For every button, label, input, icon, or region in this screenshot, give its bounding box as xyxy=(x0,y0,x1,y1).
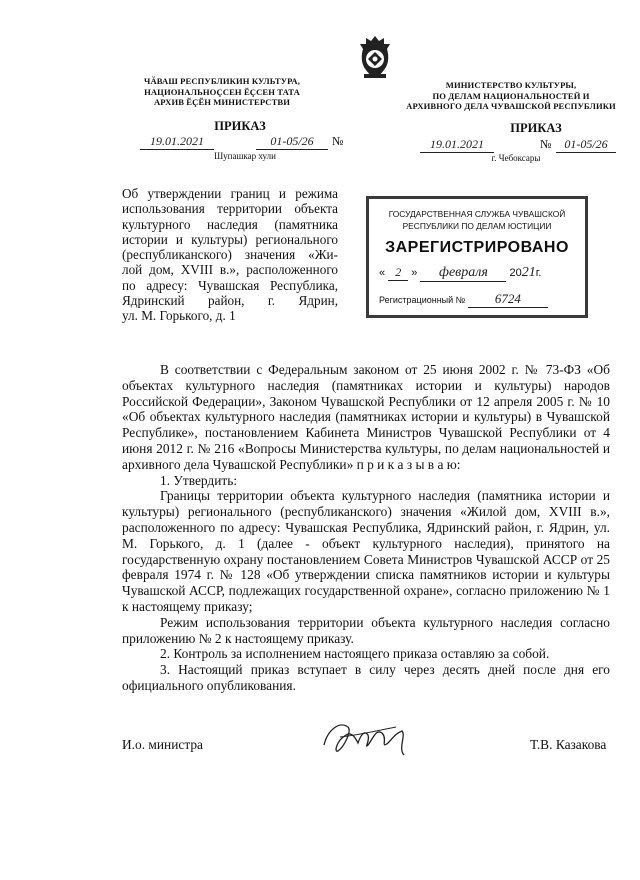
stamp-line-1: ГОСУДАРСТВЕННАЯ СЛУЖБА ЧУВАШСКОЙ xyxy=(388,209,566,219)
stamp-reg-label: Регистрационный № xyxy=(379,295,466,305)
stamp-registered: ЗАРЕГИСТРИРОВАНО xyxy=(385,239,569,256)
stamp-year-suffix: г. xyxy=(535,267,542,279)
title-line: лой дом, XVIII в.», расположенного xyxy=(122,262,338,278)
left-number-sign: № xyxy=(332,134,344,148)
body-paragraph: В соответствии с Федеральным законом от 25 июня 2002 г. № 73-ФЗ «Об объектах культурного наследия (памятниках истории и культуры) народов Российской Федерации», Законом Чувашской Республики от 12 апреля 2005 г. № 10 «Об объектах культурного наследия (памятниках истории и культуры) в Чувашской Республике», постановлением Кабинета Министров Чувашской Республики от 4 июня 2012 г. № 216 «Вопросы Министерства культуры, по делам национальностей и архивного дела Чувашской Республики» п р и к а з ы в а ю: xyxy=(122,362,610,472)
title-line: Ядринский район, г. Ядрин, xyxy=(122,293,338,309)
stamp-month: февраля xyxy=(420,265,506,282)
left-city: Шупашкар хули xyxy=(214,151,276,161)
order-title xyxy=(122,186,338,324)
title-line: по адресу: Чувашская Республика, xyxy=(122,277,338,293)
right-header-line: МИНИСТЕРСТВО КУЛЬТУРЫ, xyxy=(445,80,577,90)
registration-stamp xyxy=(366,196,588,318)
stamp-line-2: РЕСПУБЛИКИ ПО ДЕЛАМ ЮСТИЦИИ xyxy=(402,221,552,231)
stamp-year: 21 xyxy=(521,265,536,280)
right-number-sign: № xyxy=(540,137,552,151)
stamp-quote-close: » xyxy=(411,267,418,279)
right-header-line: АРХИВНОГО ДЕЛА ЧУВАШСКОЙ РЕСПУБЛИКИ xyxy=(406,101,616,111)
signatory-position: И.о. министра xyxy=(122,737,203,752)
title-line: (республиканского) значения «Жи- xyxy=(122,247,338,263)
stamp-year-prefix: 20 xyxy=(509,267,522,279)
left-header-line: АРХИВ ӖҪӖН МИНИСТЕРСТВИ xyxy=(153,97,291,107)
stamp-reg-row xyxy=(379,291,579,308)
handwritten-signature-icon xyxy=(318,715,414,759)
body-paragraph: 3. Настоящий приказ вступает в силу через десять дней после дня его официального опубликования. xyxy=(122,662,610,693)
body-paragraph: 1. Утвердить: xyxy=(160,472,238,488)
stamp-date-row xyxy=(379,265,579,282)
signatory-name: Т.В. Казакова xyxy=(530,737,607,752)
right-header-line: ПО ДЕЛАМ НАЦИОНАЛЬНОСТЕЙ И xyxy=(432,90,590,101)
title-line: Об утверждении границ и режима xyxy=(122,186,338,201)
right-number: 01-05/26 xyxy=(556,137,616,153)
left-prikaz-title: ПРИКАЗ xyxy=(214,119,266,133)
left-header-line: НАЦИОНАЛЬНОҪСЕН ӖҪСЕН ТАТА xyxy=(144,86,300,97)
right-city: г. Чебоксары xyxy=(491,153,541,163)
right-date: 19.01.2021 xyxy=(420,137,494,153)
right-prikaz-title: ПРИКАЗ xyxy=(510,121,562,135)
body-paragraph: Режим использования территории объекта культурного наследия согласно приложению № 2 к настоящему приказу. xyxy=(122,614,610,646)
left-header xyxy=(112,76,332,108)
title-line: культурного наследия (памятника xyxy=(122,216,338,232)
order-body xyxy=(122,362,610,694)
stamp-reg-number: 6724 xyxy=(468,291,548,308)
stamp-quote-open: « xyxy=(379,267,386,279)
title-line: использования территории объекта xyxy=(122,201,338,217)
chuvash-emblem-icon xyxy=(356,34,394,80)
left-header-line: ЧӐВАШ РЕСПУБЛИКИН КУЛЬТУРА, xyxy=(144,76,300,86)
body-paragraph: Границы территории объекта культурного наследия (памятника истории и культуры) регионального (республиканского) значения «Жилой дом, XVIII в.», расположенного по адресу: Чувашская Республика, Ядринский район, г. Ядрин, ул. М. Горького, д. 1 (далее - объект культурного наследия), принятого на государственную охрану постановлением Совета Министров Чувашской АССР от 25 февраля 1974 г. № 128 «Об утверждении списка памятников истории и культуры Чувашской АССР, подлежащих государственной охране», согласно приложению № 1 к настоящему приказу; xyxy=(122,488,610,614)
body-paragraph: 2. Контроль за исполнением настоящего приказа оставляю за собой. xyxy=(160,646,550,662)
left-number: 01-05/26 xyxy=(256,134,328,150)
stamp-day: 2 xyxy=(388,265,408,281)
right-header xyxy=(398,80,624,112)
title-line: истории и культуры) регионального xyxy=(122,231,338,247)
left-date: 19.01.2021 xyxy=(140,134,214,150)
title-line: ул. М. Горького, д. 1 xyxy=(122,308,236,324)
